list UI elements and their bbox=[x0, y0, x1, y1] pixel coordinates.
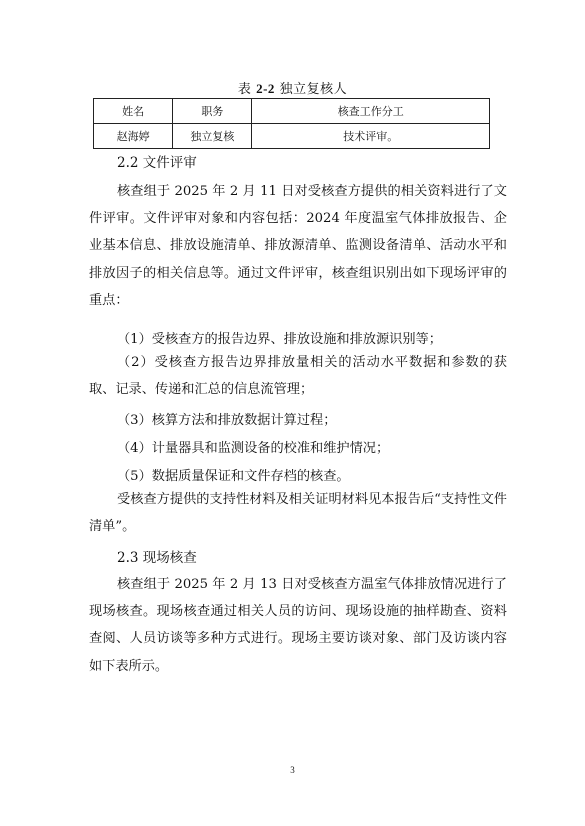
table-caption-number: 2-2 bbox=[256, 81, 275, 96]
table-cell-duty: 技术评审。 bbox=[252, 124, 490, 149]
table-cell-position: 独立复核 bbox=[173, 124, 252, 149]
list-item: （2）受核查方报告边界排放量相关的活动水平数据和参数的获取、记录、传递和汇总的信息流管理； bbox=[89, 355, 507, 398]
table-header-name: 姓名 bbox=[94, 99, 173, 124]
list-item: （1）受核查方的报告边界、排放设施和排放源识别等； bbox=[117, 332, 442, 347]
section-heading-2-3: 2.3 现场核查 bbox=[117, 550, 197, 566]
table-cell-name: 赵海婷 bbox=[94, 124, 173, 149]
table-row bbox=[94, 124, 490, 149]
section-heading-2-2: 2.2 文件评审 bbox=[117, 155, 197, 171]
paragraph-file-review: 核查组于 2025 年 2 月 11 日对受核查方提供的相关资料进行了文件评审。文件评审对象和内容包括：2024 年度温室气体排放报告、企业基本信息、排放设施清单、排放源清单、监测设备清单、活动水平和排放因子的相关信息等。通过文件评审，核查组识别出如下现场评审的重点： bbox=[89, 184, 507, 308]
paragraph-site-check: 核查组于 2025 年 2 月 13 日对受核查方温室气体排放情况进行了现场核查。现场核查通过相关人员的访问、现场设施的抽样勘查、资料查阅、人员访谈等多种方式进行。现场主要访谈对象、部门及访谈内容如下表所示。 bbox=[89, 577, 507, 674]
list-item: （4）计量器具和监测设备的校准和维护情况； bbox=[117, 441, 390, 456]
paragraph-supporting-docs: 受核查方提供的支持性材料及相关证明材料见本报告后“支持性文件清单”。 bbox=[89, 492, 507, 535]
reviewer-table bbox=[93, 98, 490, 149]
table-caption bbox=[0, 78, 585, 97]
page-number: 3 bbox=[290, 765, 295, 775]
table-header-duty: 核查工作分工 bbox=[252, 99, 490, 124]
table-caption-title: 独立复核人 bbox=[279, 82, 348, 97]
list-item: （5）数据质量保证和文件存档的核查。 bbox=[117, 469, 350, 484]
table-header-row bbox=[94, 99, 490, 124]
table-caption-label: 表 bbox=[237, 82, 252, 97]
list-item: （3）核算方法和排放数据计算过程； bbox=[117, 413, 337, 428]
table-header-position: 职务 bbox=[173, 99, 252, 124]
